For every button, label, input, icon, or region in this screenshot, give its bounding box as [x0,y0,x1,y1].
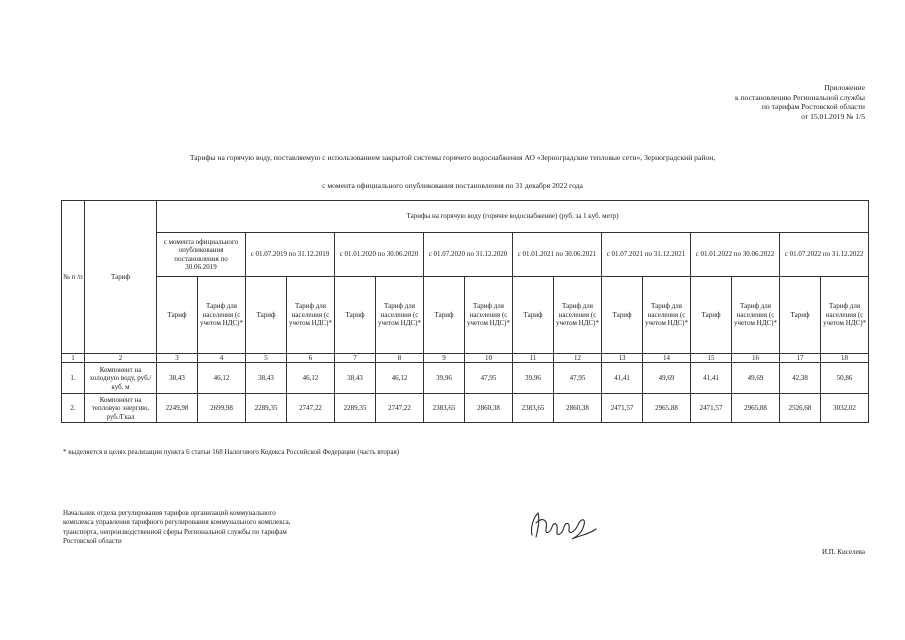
appendix-line-3: по тарифам Ростовской области [761,102,865,112]
subheader-population-tariff: Тариф для населения (с учетом НДС)* [287,277,335,354]
subheader-tariff: Тариф [246,277,287,354]
population-tariff-value: 2965,88 [732,394,780,423]
population-tariff-value: 2747,22 [287,394,335,423]
subheader-population-tariff: Тариф для населения (с учетом НДС)* [465,277,513,354]
subheader-tariff: Тариф [335,277,376,354]
row-number: 1. [62,363,85,394]
column-number: 1 [62,354,85,363]
period-header: с 01.07.2022 по 31.12.2022 [780,233,869,277]
population-tariff-value: 3032,02 [821,394,869,423]
population-tariff-value: 46,12 [198,363,246,394]
appendix-line-4: от 15.01.2019 № 1/5 [801,111,865,121]
subheader-population-tariff: Тариф для населения (с учетом НДС)* [198,277,246,354]
tariff-value: 2383,65 [513,394,554,423]
column-number: 14 [643,354,691,363]
appendix-line-2: к постановлению Региональной службы [734,92,865,102]
document-title: Тарифы на горячую воду, поставляемую с использованием закрытой системы горячего водоснабжения АО «Зерноградские тепловые сети», Зерноградский район, [189,153,716,162]
subheader-population-tariff: Тариф для населения (с учетом НДС)* [732,277,780,354]
table-row [62,363,869,394]
tariff-value: 41,41 [602,363,643,394]
signatory-line-2: комплекса управления тарифного регулирования коммунального комплекса, [63,518,291,527]
appendix-line-1: Приложение [824,83,865,92]
column-number: 2 [85,354,157,363]
subheader-population-tariff: Тариф для населения (с учетом НДС)* [643,277,691,354]
subheader-tariff: Тариф [602,277,643,354]
population-tariff-value: 2860,38 [554,394,602,423]
tariff-value: 2289,35 [246,394,287,423]
subheader-tariff: Тариф [513,277,554,354]
population-tariff-value: 50,86 [821,363,869,394]
col-header-tariff: Тариф [85,201,157,354]
tariff-value: 2471,57 [602,394,643,423]
handwritten-signature [524,505,602,545]
period-header: с 01.01.2020 по 30.06.2020 [335,233,424,277]
column-number: 6 [287,354,335,363]
tariff-value: 2526,68 [780,394,821,423]
column-number: 18 [821,354,869,363]
column-number: 11 [513,354,554,363]
subheader-tariff: Тариф [691,277,732,354]
column-number: 3 [157,354,198,363]
column-number: 5 [246,354,287,363]
tariff-table [61,200,869,423]
column-number: 17 [780,354,821,363]
population-tariff-value: 46,12 [376,363,424,394]
group-header: Тарифы на горячую воду (горячее водоснабжение) (руб. за 1 куб. метр) [157,201,869,233]
subheader-tariff: Тариф [157,277,198,354]
tariff-value: 41,41 [691,363,732,394]
column-number: 13 [602,354,643,363]
tariff-value: 39,96 [424,363,465,394]
footnote: * выделяется в целях реализации пункта 6 статьи 168 Налогового Кодекса Российской Федерации (часть вторая) [63,448,400,456]
subheader-population-tariff: Тариф для населения (с учетом НДС)* [376,277,424,354]
column-number: 7 [335,354,376,363]
period-header: с 01.01.2022 по 30.06.2022 [691,233,780,277]
row-number: 2. [62,394,85,423]
col-header-number: № п /п [62,201,85,354]
subheader-population-tariff: Тариф для населения (с учетом НДС)* [554,277,602,354]
document-subtitle: с момента официального опубликования постановления по 31 декабря 2022 года [322,181,583,190]
tariff-value: 2471,57 [691,394,732,423]
population-tariff-value: 2699,98 [198,394,246,423]
subheader-tariff: Тариф [424,277,465,354]
column-number: 10 [465,354,513,363]
column-number: 4 [198,354,246,363]
population-tariff-value: 47,95 [465,363,513,394]
period-header: с 01.07.2020 по 31.12.2020 [424,233,513,277]
tariff-value: 39,96 [513,363,554,394]
subheader-population-tariff: Тариф для населения (с учетом НДС)* [821,277,869,354]
population-tariff-value: 46,12 [287,363,335,394]
row-component: Компонент на холодную воду, руб./куб. м [85,363,157,394]
signatory-position [63,509,291,546]
tariff-value: 38,43 [246,363,287,394]
period-header: с 01.01.2021 по 30.06.2021 [513,233,602,277]
column-number: 8 [376,354,424,363]
column-number: 12 [554,354,602,363]
population-tariff-value: 2965,88 [643,394,691,423]
signatory-line-4: Ростовской области [63,536,122,545]
period-header: с 01.07.2019 по 31.12.2019 [246,233,335,277]
subheader-tariff: Тариф [780,277,821,354]
population-tariff-value: 2747,22 [376,394,424,423]
tariff-value: 2383,65 [424,394,465,423]
tariff-value: 42,38 [780,363,821,394]
row-component: Компонент на тепловую энергию, руб./Гкал [85,394,157,423]
population-tariff-value: 49,69 [643,363,691,394]
tariff-value: 2289,35 [335,394,376,423]
appendix-header [605,83,865,121]
population-tariff-value: 2860,38 [465,394,513,423]
tariff-value: 38,43 [335,363,376,394]
population-tariff-value: 47,95 [554,363,602,394]
column-number: 16 [732,354,780,363]
signatory-line-1: Начальник отдела регулирования тарифов организаций коммунального [63,509,276,517]
population-tariff-value: 49,69 [732,363,780,394]
period-header: с 01.07.2021 по 31.12.2021 [602,233,691,277]
tariff-value: 38,43 [157,363,198,394]
table-row [62,394,869,423]
tariff-value: 2249,98 [157,394,198,423]
signer-name: И.П. Киселева [822,548,865,556]
column-number: 9 [424,354,465,363]
signatory-line-3: транспорта, непроизводственной сферы Региональной службы по тарифам [63,527,287,536]
column-number: 15 [691,354,732,363]
period-header: с момента официального опубликования постановления по 30.06.2019 [157,233,246,277]
